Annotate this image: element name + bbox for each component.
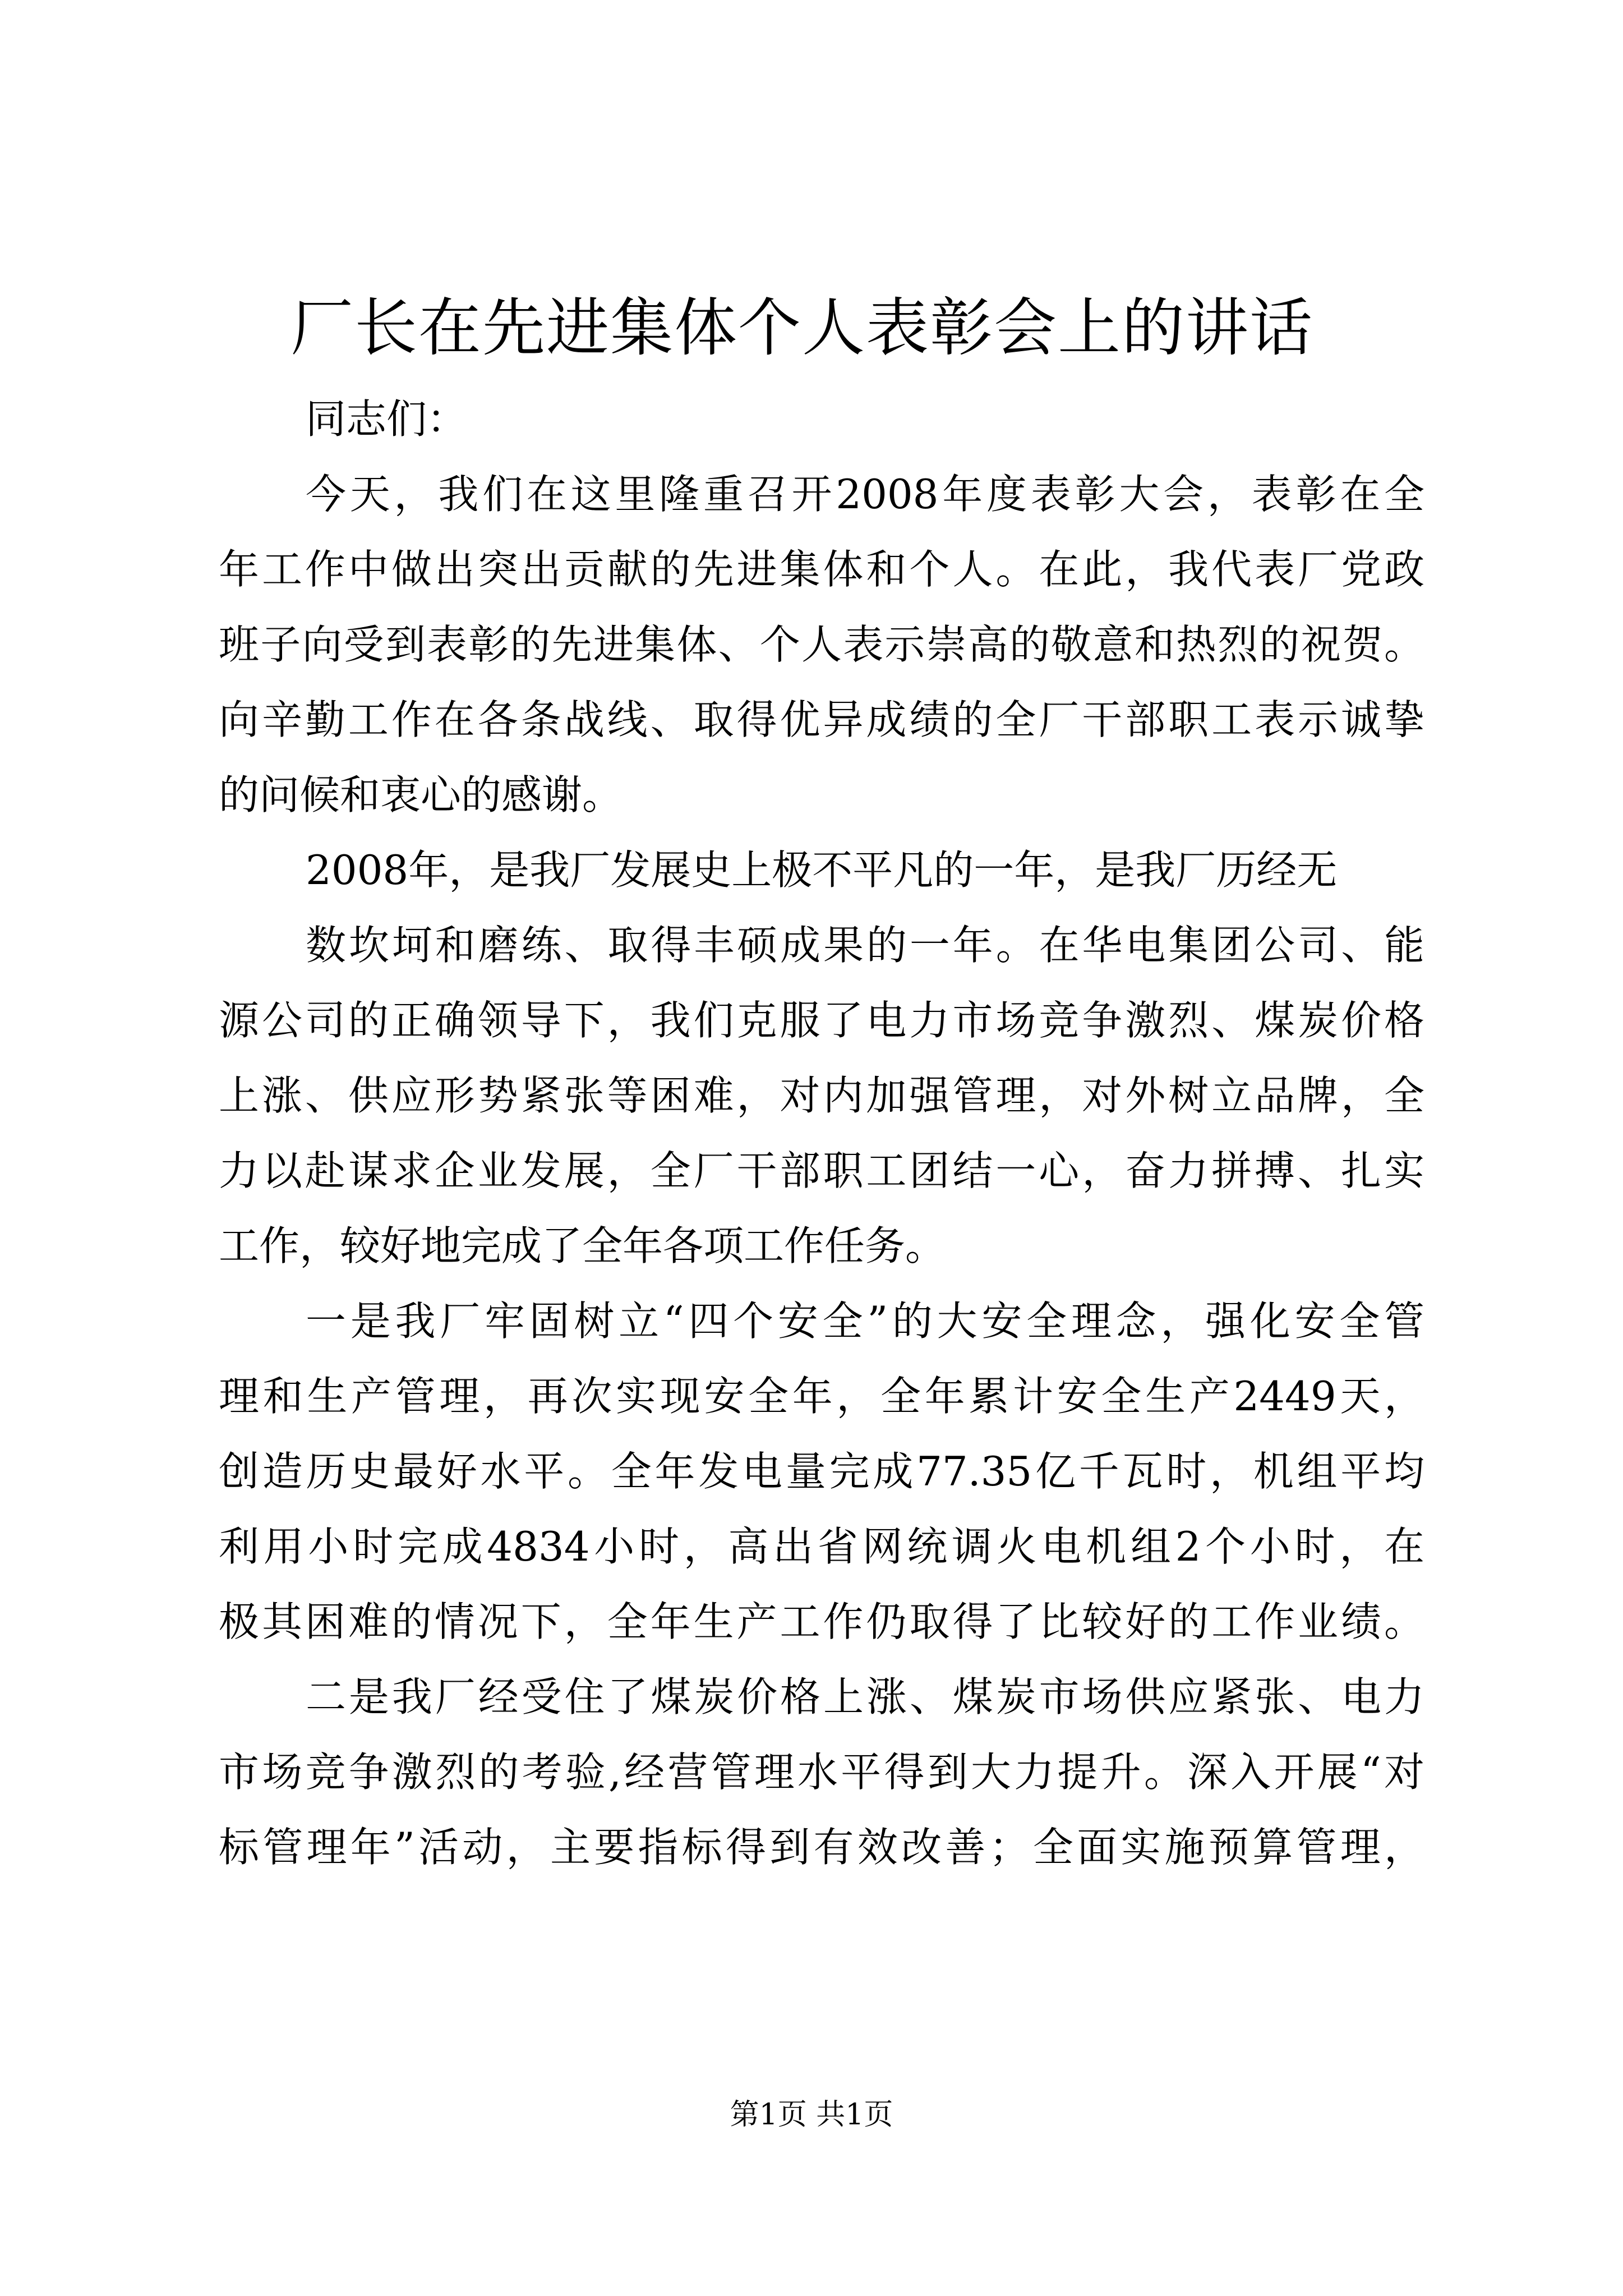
page-footer: 第1页 共1页 <box>730 2098 893 2132</box>
text-line: 同志们： <box>306 395 468 443</box>
text-line: 工作，较好地完成了全年各项工作任务。 <box>219 1222 946 1269</box>
text-line: 源公司的正确领导下，我们克服了电力市场竞争激烈、煤炭价格 <box>219 997 1424 1044</box>
text-line: 一是我厂牢固树立“四个安全”的大安全理念，强化安全管 <box>306 1297 1424 1345</box>
text-line: 数坎坷和磨练、取得丰硕成果的一年。在华电集团公司、能 <box>306 922 1424 969</box>
text-line: 上涨、供应形势紧张等困难，对内加强管理，对外树立品牌，全 <box>219 1072 1424 1119</box>
text-line: 力以赴谋求企业发展，全厂干部职工团结一心，奋力拼搏、扎实 <box>219 1147 1424 1194</box>
document-title: 厂长在先进集体个人表彰会上的讲话 <box>291 292 1313 365</box>
text-line: 极其困难的情况下，全年生产工作仍取得了比较好的工作业绩。 <box>219 1598 1424 1645</box>
text-line: 市场竞争激烈的考验,经营管理水平得到大力提升。深入开展“对 <box>219 1749 1424 1796</box>
text-line: 2008年，是我厂发展史上极不平凡的一年，是我厂历经无 <box>306 846 1338 894</box>
text-line: 标管理年”活动，主要指标得到有效改善；全面实施预算管理， <box>219 1824 1424 1871</box>
text-line: 创造历史最好水平。全年发电量完成77.35亿千瓦时，机组平均 <box>219 1448 1424 1495</box>
text-line: 向辛勤工作在各条战线、取得优异成绩的全厂干部职工表示诚挚 <box>219 696 1424 743</box>
text-line: 今天，我们在这里隆重召开2008年度表彰大会，表彰在全 <box>306 471 1424 518</box>
text-line: 二是我厂经受住了煤炭价格上涨、煤炭市场供应紧张、电力 <box>306 1673 1424 1720</box>
document-body <box>219 381 1424 1885</box>
text-line: 的问候和衷心的感谢。 <box>219 771 623 818</box>
text-line: 年工作中做出突出贡献的先进集体和个人。在此，我代表厂党政 <box>219 546 1424 593</box>
text-line: 利用小时完成4834小时，高出省网统调火电机组2个小时，在 <box>219 1523 1424 1570</box>
text-line: 理和生产管理，再次实现安全年，全年累计安全生产2449天， <box>219 1373 1424 1420</box>
text-line: 班子向受到表彰的先进集体、个人表示崇高的敬意和热烈的祝贺。 <box>219 621 1424 668</box>
